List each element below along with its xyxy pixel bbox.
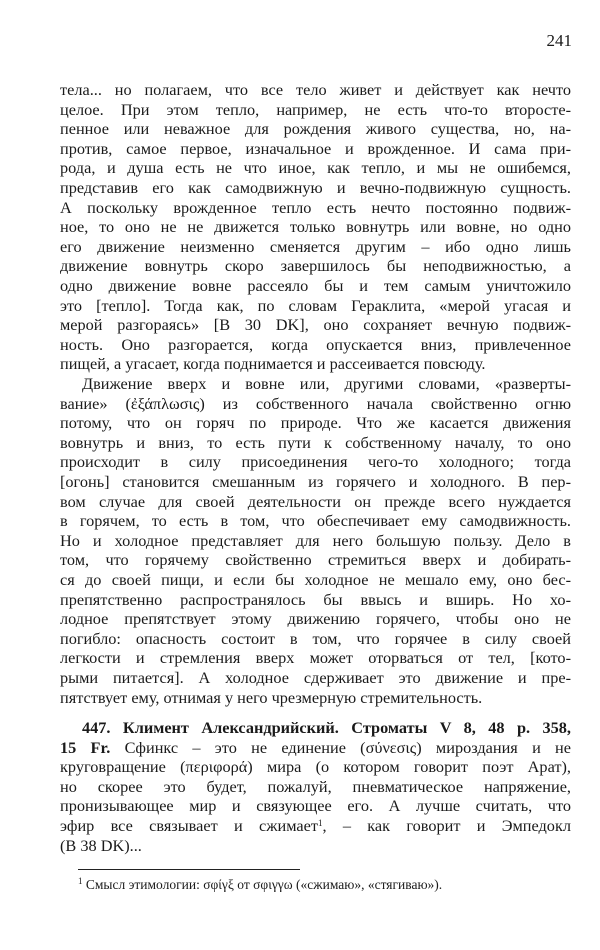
text-line: пятствует ему, отнимая у него чрезмерную стремительность. bbox=[60, 687, 483, 707]
text-line: [огонь] становится смешанным из горячего и холодного. В пер- bbox=[60, 471, 571, 491]
text-line: препятственно распространялось бы ввысь и вширь. Но хо- bbox=[60, 589, 571, 609]
text-line: одно движение вовне рассеяло бы и тем самым уничтожило bbox=[60, 275, 571, 295]
text-line: рыми питается]. А холодное сдерживает это движение и пре- bbox=[60, 667, 571, 687]
footnote-ref[interactable]: 1 bbox=[317, 817, 323, 828]
text-line: мерой разгораясь» [B 30 DK], оно сохраняет вечную подвиж- bbox=[60, 315, 571, 335]
fragment-heading: 447. Климент Александрийский. Строматы V 8, 48 p. 358, bbox=[82, 718, 571, 737]
fragment-line bbox=[60, 816, 571, 836]
paragraph-1 bbox=[60, 80, 571, 374]
fragment-line bbox=[60, 738, 571, 758]
text-line: происходит в силу присоединения чего-то холодного; тогда bbox=[60, 452, 571, 472]
text-line: легкости и стремления вверх может оторваться от тел, [кото- bbox=[60, 648, 571, 668]
paragraph-2 bbox=[60, 374, 571, 707]
footnote-text: Смысл этимологии: σφίγξ от σφιγγω («сжимаю», «стягиваю»). bbox=[82, 877, 443, 892]
fragment-line: (B 38 DK)... bbox=[60, 835, 142, 855]
text-line: А поскольку врожденное тепло есть нечто постоянно подвиж- bbox=[60, 197, 571, 217]
text-line: тела... но полагаем, что все тело живет и действует как нечто bbox=[60, 80, 571, 99]
text-line: рода, и душа есть не что иное, как тепло, и мы не ошибемся, bbox=[60, 158, 571, 178]
text-line: ное, то оно не не движется только вовнутрь или вовне, но одно bbox=[60, 217, 571, 237]
text-line: погибло: опасность состоит в том, что горячее в силу своей bbox=[60, 628, 571, 648]
fragment-text: Сфинкс – это не единение (σύνεσις) мироздания и не bbox=[110, 737, 571, 757]
text-line: пенное или неважное для рождения живого существа, но, на- bbox=[60, 119, 571, 139]
text-line: движение вовнутрь скоро завершилось бы неподвижностью, а bbox=[60, 256, 571, 276]
text-line: его движение неизменно сменяется другим – ибо одно лишь bbox=[60, 236, 571, 256]
fragment-heading-cont: 15 Fr. bbox=[60, 737, 111, 757]
fragment-text: , – как говорит и Эмпедокл bbox=[322, 815, 571, 835]
text-line: Но и холодное представляет для него большую пользу. Дело в bbox=[60, 530, 571, 550]
text-line: это [тепло]. Тогда как, по словам Гераклита, «мерой угасая и bbox=[60, 295, 571, 315]
page-number: 241 bbox=[546, 31, 572, 50]
fragment-line: круговращение (περιφορά) мира (о котором говорит поэт Арат), bbox=[60, 757, 571, 777]
text-line: ся до своей пищи, и если бы холодное не мешало ему, оно бес- bbox=[60, 569, 571, 589]
text-line: представив его как самодвижную и вечно-подвижную сущность. bbox=[60, 177, 571, 197]
text-line: в горячем, то есть в том, что обеспечивает ему самодвижность. bbox=[60, 511, 571, 531]
text-line: вание» (ἐξάπλωσις) из собственного начала свойственно огню bbox=[60, 393, 571, 413]
footnote-marker: 1 bbox=[78, 876, 83, 886]
fragment-line: но скорее это будет, пожалуй, пневматическое напряжение, bbox=[60, 776, 571, 796]
footnote bbox=[78, 877, 442, 893]
text-line: целое. При этом тепло, например, не есть что-то второсте- bbox=[60, 99, 571, 119]
text-line: потому, что он горяч по природе. Что же касается движения bbox=[60, 413, 571, 433]
text-line: ность. Оно разгорается, когда опускается вниз, привлеченное bbox=[60, 334, 571, 354]
text-line: вом случае для своей деятельности он прежде всего нуждается bbox=[60, 491, 571, 511]
text-line: пищей, а угасает, когда поднимается и рассеивается повсюду. bbox=[60, 354, 486, 374]
text-line: том, что горячему свойственно стремиться вверх и добирать- bbox=[60, 550, 571, 570]
text-line: лодное препятствует этому движению горячего, чтобы оно не bbox=[60, 609, 571, 629]
fragment-447 bbox=[60, 718, 571, 855]
footnote-divider bbox=[78, 869, 300, 870]
fragment-heading-line bbox=[60, 718, 571, 738]
text-line: против, самое первое, изначальное и врожденное. И сама при- bbox=[60, 138, 571, 158]
text-line: Движение вверх и вовне или, другими словами, «разверты- bbox=[82, 374, 571, 393]
fragment-text: эфир все связывает и сжимает bbox=[60, 815, 318, 835]
text-line: вовнутрь и вниз, то есть пути к собственному началу, то оно bbox=[60, 432, 571, 452]
fragment-line: пронизывающее мир и связующее его. А лучше считать, что bbox=[60, 796, 571, 816]
